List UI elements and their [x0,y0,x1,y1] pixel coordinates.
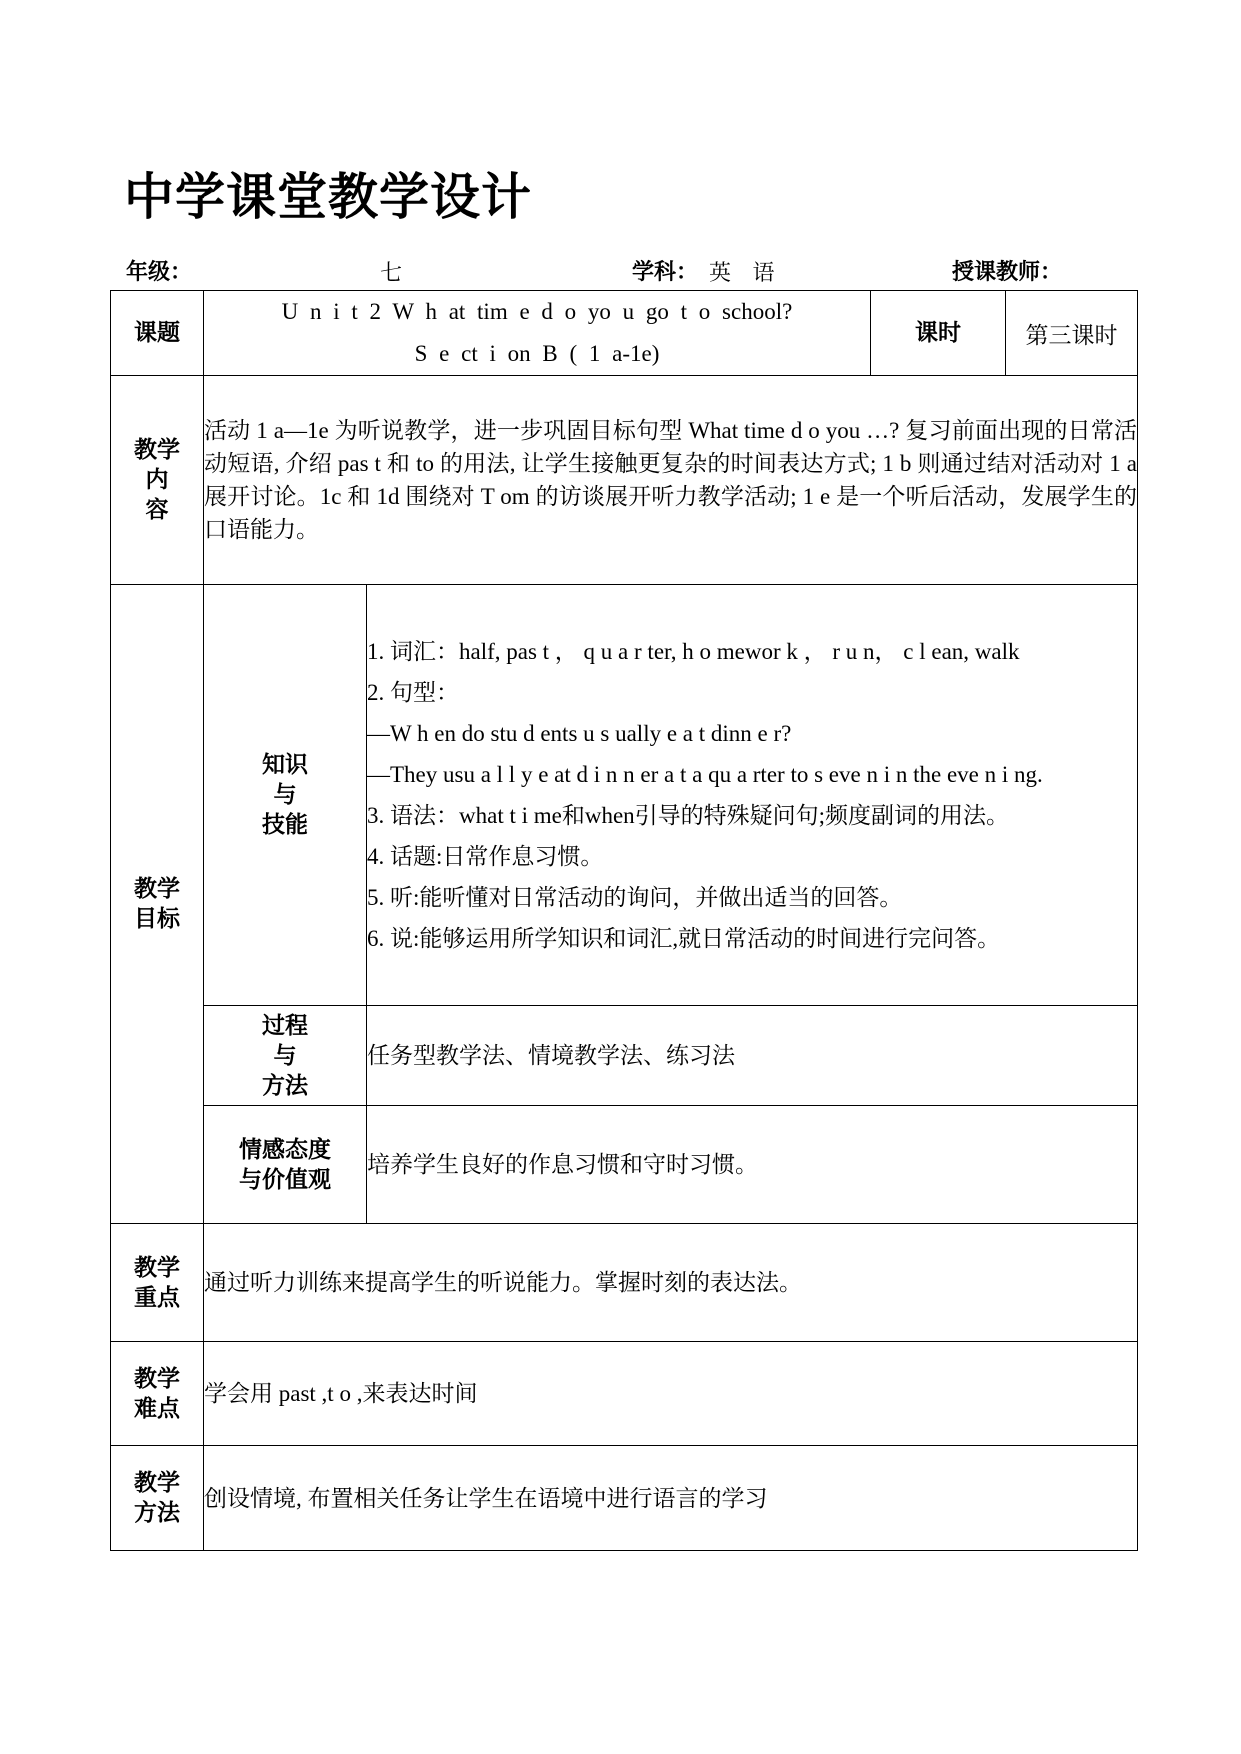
label-line: 与价值观 [239,1166,331,1193]
period-label: 课时 [871,291,1006,376]
label-line: 难点 [134,1395,180,1422]
methods-text: 创设情境, 布置相关任务让学生在语境中进行语言的学习 [204,1446,1138,1551]
difficulties-text: 学会用 past ,t o ,来表达时间 [204,1342,1138,1446]
label-line: 方法 [134,1500,180,1526]
knowledge-items [367,585,1138,1006]
label-line: 教学 [134,1365,180,1392]
list-item: —W h en do stu d ents u s ually e a t dinn e r? [367,721,792,746]
attitude-label [204,1106,367,1224]
label-line: 教学 [134,1470,180,1496]
list-item: 4. 话题:日常作息习惯。 [367,844,604,869]
label-line: 技能 [262,812,308,838]
label-line: 教学 [134,876,180,902]
page-title: 中学课堂教学设计 [124,168,532,226]
list-item: 3. 语法：what t i me和when引导的特殊疑问句;频度副词的用法。 [367,803,1010,828]
knowledge-label [204,585,367,1006]
objectives-label [111,585,204,1224]
list-item: 2. 句型： [367,680,459,705]
topic-row [111,291,1138,376]
methods-row [111,1446,1138,1551]
label-line: 知识 [262,752,308,778]
topic-title [204,291,871,376]
label-line: 教学 [134,1254,180,1281]
lesson-plan-table [110,290,1138,1551]
teaching-content-label [111,376,204,585]
label-line: 容 [145,497,169,523]
process-label [204,1006,367,1106]
label-line: 重点 [134,1284,180,1311]
objectives-knowledge-row [111,585,1138,1006]
difficulties-label [111,1342,204,1446]
attitude-text: 培养学生良好的作息习惯和守时习惯。 [367,1106,1138,1224]
key-points-row [111,1224,1138,1342]
grade-label: 年级： [126,260,193,285]
label-line: 教学 [134,437,180,463]
difficulties-row [111,1342,1138,1446]
process-text: 任务型教学法、情境教学法、练习法 [367,1006,1138,1106]
subject-value: 英 语 [709,260,775,285]
grade-value: 七 [380,260,403,285]
label-line: 过程 [262,1012,308,1039]
methods-label [111,1446,204,1551]
subject-label: 学科： [632,260,699,285]
teaching-content-text: 活动 1 a—1e 为听说教学，进一步巩固目标句型 What time d o you …? 复习前面出现的日常活动短语, 介绍 pas t 和 to 的用法, 让学生接触更复杂的时间表达方式; 1 b 则通过结对活动对 1 a 展开讨论。1c 和 1d 围绕对 T om 的访谈展开听力教学活动; 1 e 是一个听后活动，发展学生的口语能力。 [204,376,1138,585]
topic-title-line: U n i t 2 W h at tim e d o yo u go t o school? [281,299,793,324]
objectives-process-row [111,1006,1138,1106]
list-item: —They usu a l l y e at d i n n er a t a qu a rter to s eve n i n the eve n i ng. [367,762,1043,787]
label-line: 与 [273,1042,297,1069]
list-item: 1. 词汇：half, pas t ， q u a r ter, h o mewor k ， r u n， c l ean, walk [367,639,1020,664]
topic-title-line: S e ct i on B ( 1 a-1e) [414,341,660,366]
label-line: 情感态度 [239,1136,331,1163]
key-points-text: 通过听力训练来提高学生的听说能力。掌握时刻的表达法。 [204,1224,1138,1342]
teacher-label: 授课教师： [952,260,1063,285]
teaching-content-row [111,376,1138,585]
list-item: 6. 说:能够运用所学知识和词汇,就日常活动的时间进行完问答。 [367,926,1001,951]
key-points-label [111,1224,204,1342]
label-line: 目标 [134,906,180,932]
period-value: 第三课时 [1006,291,1138,376]
topic-label: 课题 [111,291,204,376]
label-line: 与 [273,782,297,808]
list-item: 5. 听:能听懂对日常活动的询问，并做出适当的回答。 [367,885,903,910]
label-line: 方法 [262,1072,308,1099]
objectives-attitude-row [111,1106,1138,1224]
label-line: 内 [145,467,169,493]
